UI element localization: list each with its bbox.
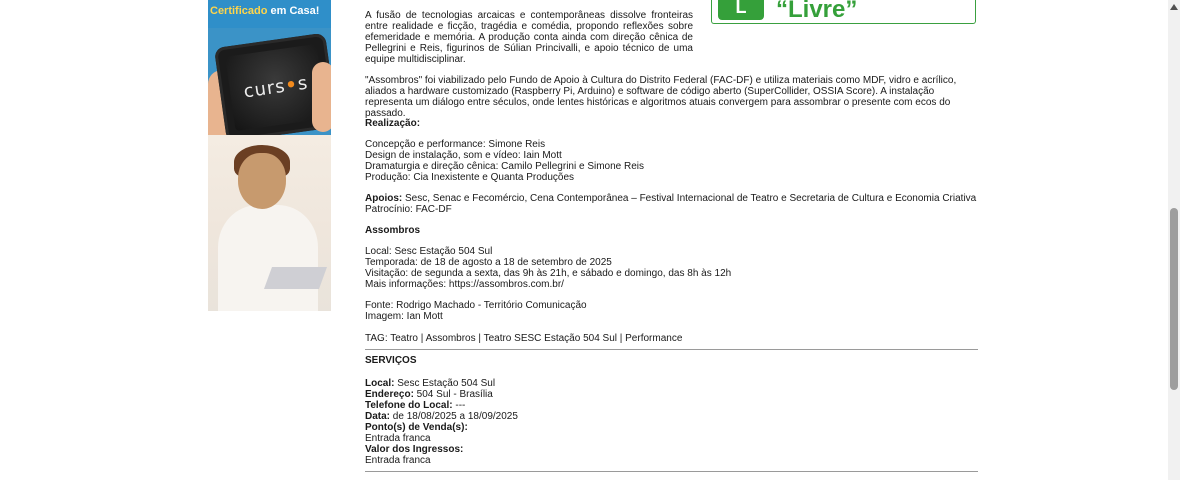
apoios-text: Sesc, Senac e Fecomércio, Cena Contemporânea – Festival Internacional de Teatro e Secretaria de Cultura e Economia Criativa	[402, 193, 977, 204]
scroll-up-arrow-icon[interactable]	[1170, 4, 1178, 10]
ad-woman-face-illustration	[238, 153, 286, 209]
service-label: Telefone do Local:	[365, 400, 453, 411]
services-heading: SERVIÇOS	[365, 355, 417, 366]
realizacao-heading: Realização:	[365, 118, 421, 129]
service-telefone	[365, 400, 978, 411]
credit-line: Concepção e performance: Simone Reis	[365, 139, 546, 150]
ad-brand-dot: •	[284, 74, 300, 97]
service-label: Data:	[365, 411, 391, 422]
service-value: 504 Sul - Brasília	[413, 389, 493, 400]
service-pontos-value: Entrada franca	[365, 433, 431, 444]
services-list	[365, 378, 978, 466]
service-value: ---	[452, 400, 466, 411]
ad-headline-highlight: Certificado	[210, 5, 268, 17]
ad-laptop-illustration	[264, 267, 327, 289]
service-label: Local:	[365, 378, 395, 389]
credit-line: Dramaturgia e direção cênica: Camilo Pellegrini e Simone Reis	[365, 161, 645, 172]
divider	[365, 349, 978, 350]
credit-line: Produção: Cia Inexistente e Quanta Produções	[365, 172, 575, 183]
scrollbar-thumb[interactable]	[1170, 208, 1178, 390]
ad-hand-right-illustration	[312, 62, 331, 132]
image-credit-line: Imagem: Ian Mott	[365, 311, 443, 322]
ad-woman-body-illustration	[218, 205, 318, 311]
service-value: Sesc Estação 504 Sul	[394, 378, 496, 389]
show-info-line: Mais informações: https://assombros.com.br/	[365, 279, 564, 290]
article-intro-paragraph: A fusão de tecnologias arcaicas e contemporâneas dissolve fronteiras entre realidade e ficção, tragédia e comédia, propondo reflexões sobre efemeridade e memória. A produção conta ainda com direção cênica de Pellegrini e Reis, figurinos de Súlian Princivalli, e apoio técnico de uma equipe multidisciplinar.	[365, 10, 693, 65]
show-info-line: Temporada: de 18 de agosto a 18 de setembro de 2025	[365, 257, 612, 268]
source-line: Fonte: Rodrigo Machado - Território Comunicação	[365, 300, 587, 311]
apoios-label: Apoios:	[365, 193, 403, 204]
service-value: de 18/08/2025 a 18/09/2025	[390, 411, 518, 422]
credits-list	[365, 139, 978, 183]
service-label: Valor dos Ingressos:	[365, 444, 464, 455]
service-label: Endereço:	[365, 389, 414, 400]
show-info-list	[365, 246, 978, 290]
rating-label: “Livre”	[776, 0, 858, 23]
credit-line: Design de instalação, som e vídeo: Iain Mott	[365, 150, 562, 161]
vertical-scrollbar[interactable]	[1168, 0, 1180, 480]
service-endereco	[365, 389, 978, 400]
service-local	[365, 378, 978, 389]
divider	[365, 471, 978, 472]
age-rating-box	[711, 0, 976, 24]
ad-photo	[208, 135, 331, 311]
show-info-line: Visitação: de segunda a sexta, das 9h às 21h, e sábado e domingo, das 8h às 12h	[365, 268, 732, 279]
course-ad-banner[interactable]	[208, 0, 331, 311]
show-info-line: Local: Sesc Estação 504 Sul	[365, 246, 493, 257]
service-valor-value: Entrada franca	[365, 455, 431, 466]
service-valor-label	[365, 444, 978, 455]
service-data	[365, 411, 978, 422]
ad-brand-part: curs	[242, 75, 287, 103]
source-credits	[365, 300, 978, 322]
article-funding-paragraph: "Assombros" foi viabilizado pelo Fundo de Apoio à Cultura do Distrito Federal (FAC-DF) e utiliza materiais como MDF, vidro e acrílico, aliados a hardware customizado (Raspberry Pi, Arduino) e software de código aberto (SuperCollider, OSSIA Score). A instalação representa um diálogo entre séculos, onde lentes históricas e algoritmos atuais convergem para assombrar o presente com ecos do passado.	[365, 75, 957, 119]
supporters-block	[365, 193, 978, 215]
ad-brand-part: s	[296, 72, 310, 95]
show-title-heading: Assombros	[365, 225, 421, 236]
rating-badge: L	[718, 0, 764, 20]
patrocinio-line: Patrocínio: FAC-DF	[365, 204, 452, 215]
apoios-line	[365, 193, 978, 204]
ad-headline	[208, 0, 331, 28]
ad-headline-rest: em Casa!	[267, 5, 320, 17]
service-label: Ponto(s) de Venda(s):	[365, 422, 468, 433]
service-pontos-label	[365, 422, 978, 433]
tags-line[interactable]: TAG: Teatro | Assombros | Teatro SESC Estação 504 Sul | Performance	[365, 333, 683, 344]
